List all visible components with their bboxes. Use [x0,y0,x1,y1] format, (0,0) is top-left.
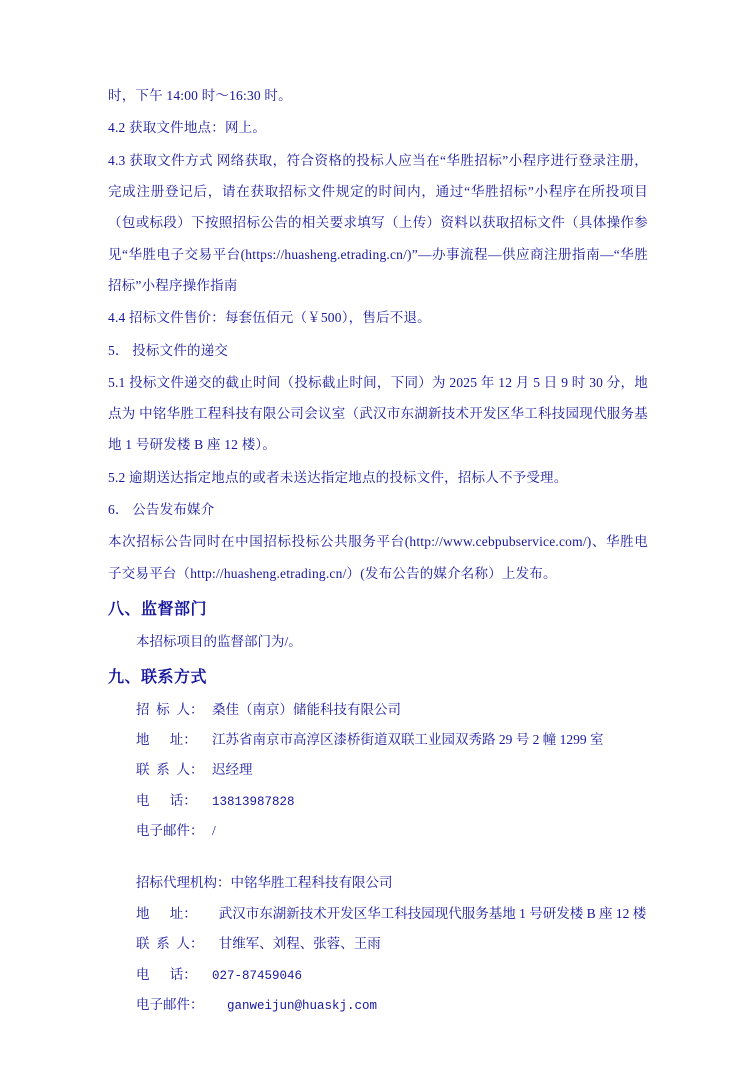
contact-value: 江苏省南京市高淳区漆桥街道双联工业园双秀路 29 号 2 幢 1299 室 [212,731,604,747]
contact-row [136,990,648,1020]
paragraph-5: 5． 投标文件的递交 [108,342,229,358]
paragraph-time: 时，下午 14:00 时～16:30 时。 [108,88,292,103]
contact-label: 联 系 人： [136,762,204,778]
contact-label: 电 话： [136,792,197,808]
contact-value: ganweijun@huaskj.com [212,998,378,1013]
paragraph-4-3: 4.3 获取文件方式 网络获取，符合资格的投标人应当在“华胜招标”小程序进行登录注册，完成注册登记后，请在获取招标文件规定的时间内，通过“华胜招标”小程序在所投项目（包或标段）下按照招标公告的相关要求填写（上传）资料以获取招标文件（具体操作参见“华胜电子交易平台(https://huasheng.etrading.cn/)”—办事流程—供应商注册指南—“华胜招标”小程序操作指南 [108,152,648,293]
contact-row [136,695,648,725]
section-heading-9: 九、联系方式 [108,668,208,686]
contact-value: 桑佳（南京）储能科技有限公司 [212,701,401,717]
contact-value: 13813987828 [212,794,295,809]
section-8-body: 本招标项目的监督部门为/。 [136,633,302,649]
contact-label: 电子邮件： [136,823,204,839]
section-heading-8: 八、监督部门 [108,601,208,618]
contact-label: 联 系 人： [136,936,204,952]
contact-value: / [212,823,216,839]
contact-row [136,786,648,816]
contact-label: 招 标 人： [136,701,204,717]
contact-label: 招标代理机构： [136,875,231,891]
contact-value: 中铭华胜工程科技有限公司 [230,875,393,891]
block-spacer [108,846,648,868]
paragraph-6: 6． 公告发布媒介 [108,502,215,518]
contact-value: 027-87459046 [212,968,303,983]
contact-label: 地 址： [136,905,197,921]
paragraph-4-4: 4.4 招标文件售价：每套伍佰元（￥500），售后不退。 [108,310,431,326]
paragraph-5-1: 5.1 投标文件递交的截止时间（投标截止时间，下同）为 2025 年 12 月 5 日 9 时 30 分，地点为 中铭华胜工程科技有限公司会议室（武汉市东湖新技术开发区华工科技园现代服务基地 1 号研发楼 B 座 12 楼）。 [108,374,648,453]
agent-contact-block [108,868,648,1020]
tenderer-contact-block [108,695,648,847]
contact-value: 甘维军、刘程、张蓉、王雨 [212,936,381,952]
paragraph-6-body: 本次招标公告同时在中国招标投标公共服务平台(http://www.cebpubservice.com/)、华胜电子交易平台（http://huasheng.etrading.cn/）(发布公告的媒介名称）上发布。 [108,534,648,581]
contact-row [136,755,648,785]
contact-row [136,899,648,929]
contact-value: 武汉市东湖新技术开发区华工科技园现代服务基地 1 号研发楼 B 座 12 楼 [212,905,647,921]
contact-label: 电 话： [136,966,197,982]
contact-label: 地 址： [136,731,197,747]
contact-row [136,960,648,990]
contact-row [136,929,648,959]
contact-value: 迟经理 [212,762,253,778]
contact-row [136,816,648,846]
paragraph-5-2: 5.2 逾期送达指定地点的或者未送达指定地点的投标文件，招标人不予受理。 [108,469,568,485]
contact-row [136,868,648,898]
paragraph-4-2: 4.2 获取文件地点：网上。 [108,120,267,136]
contact-row [136,725,648,755]
contact-label: 电子邮件： [136,996,204,1012]
